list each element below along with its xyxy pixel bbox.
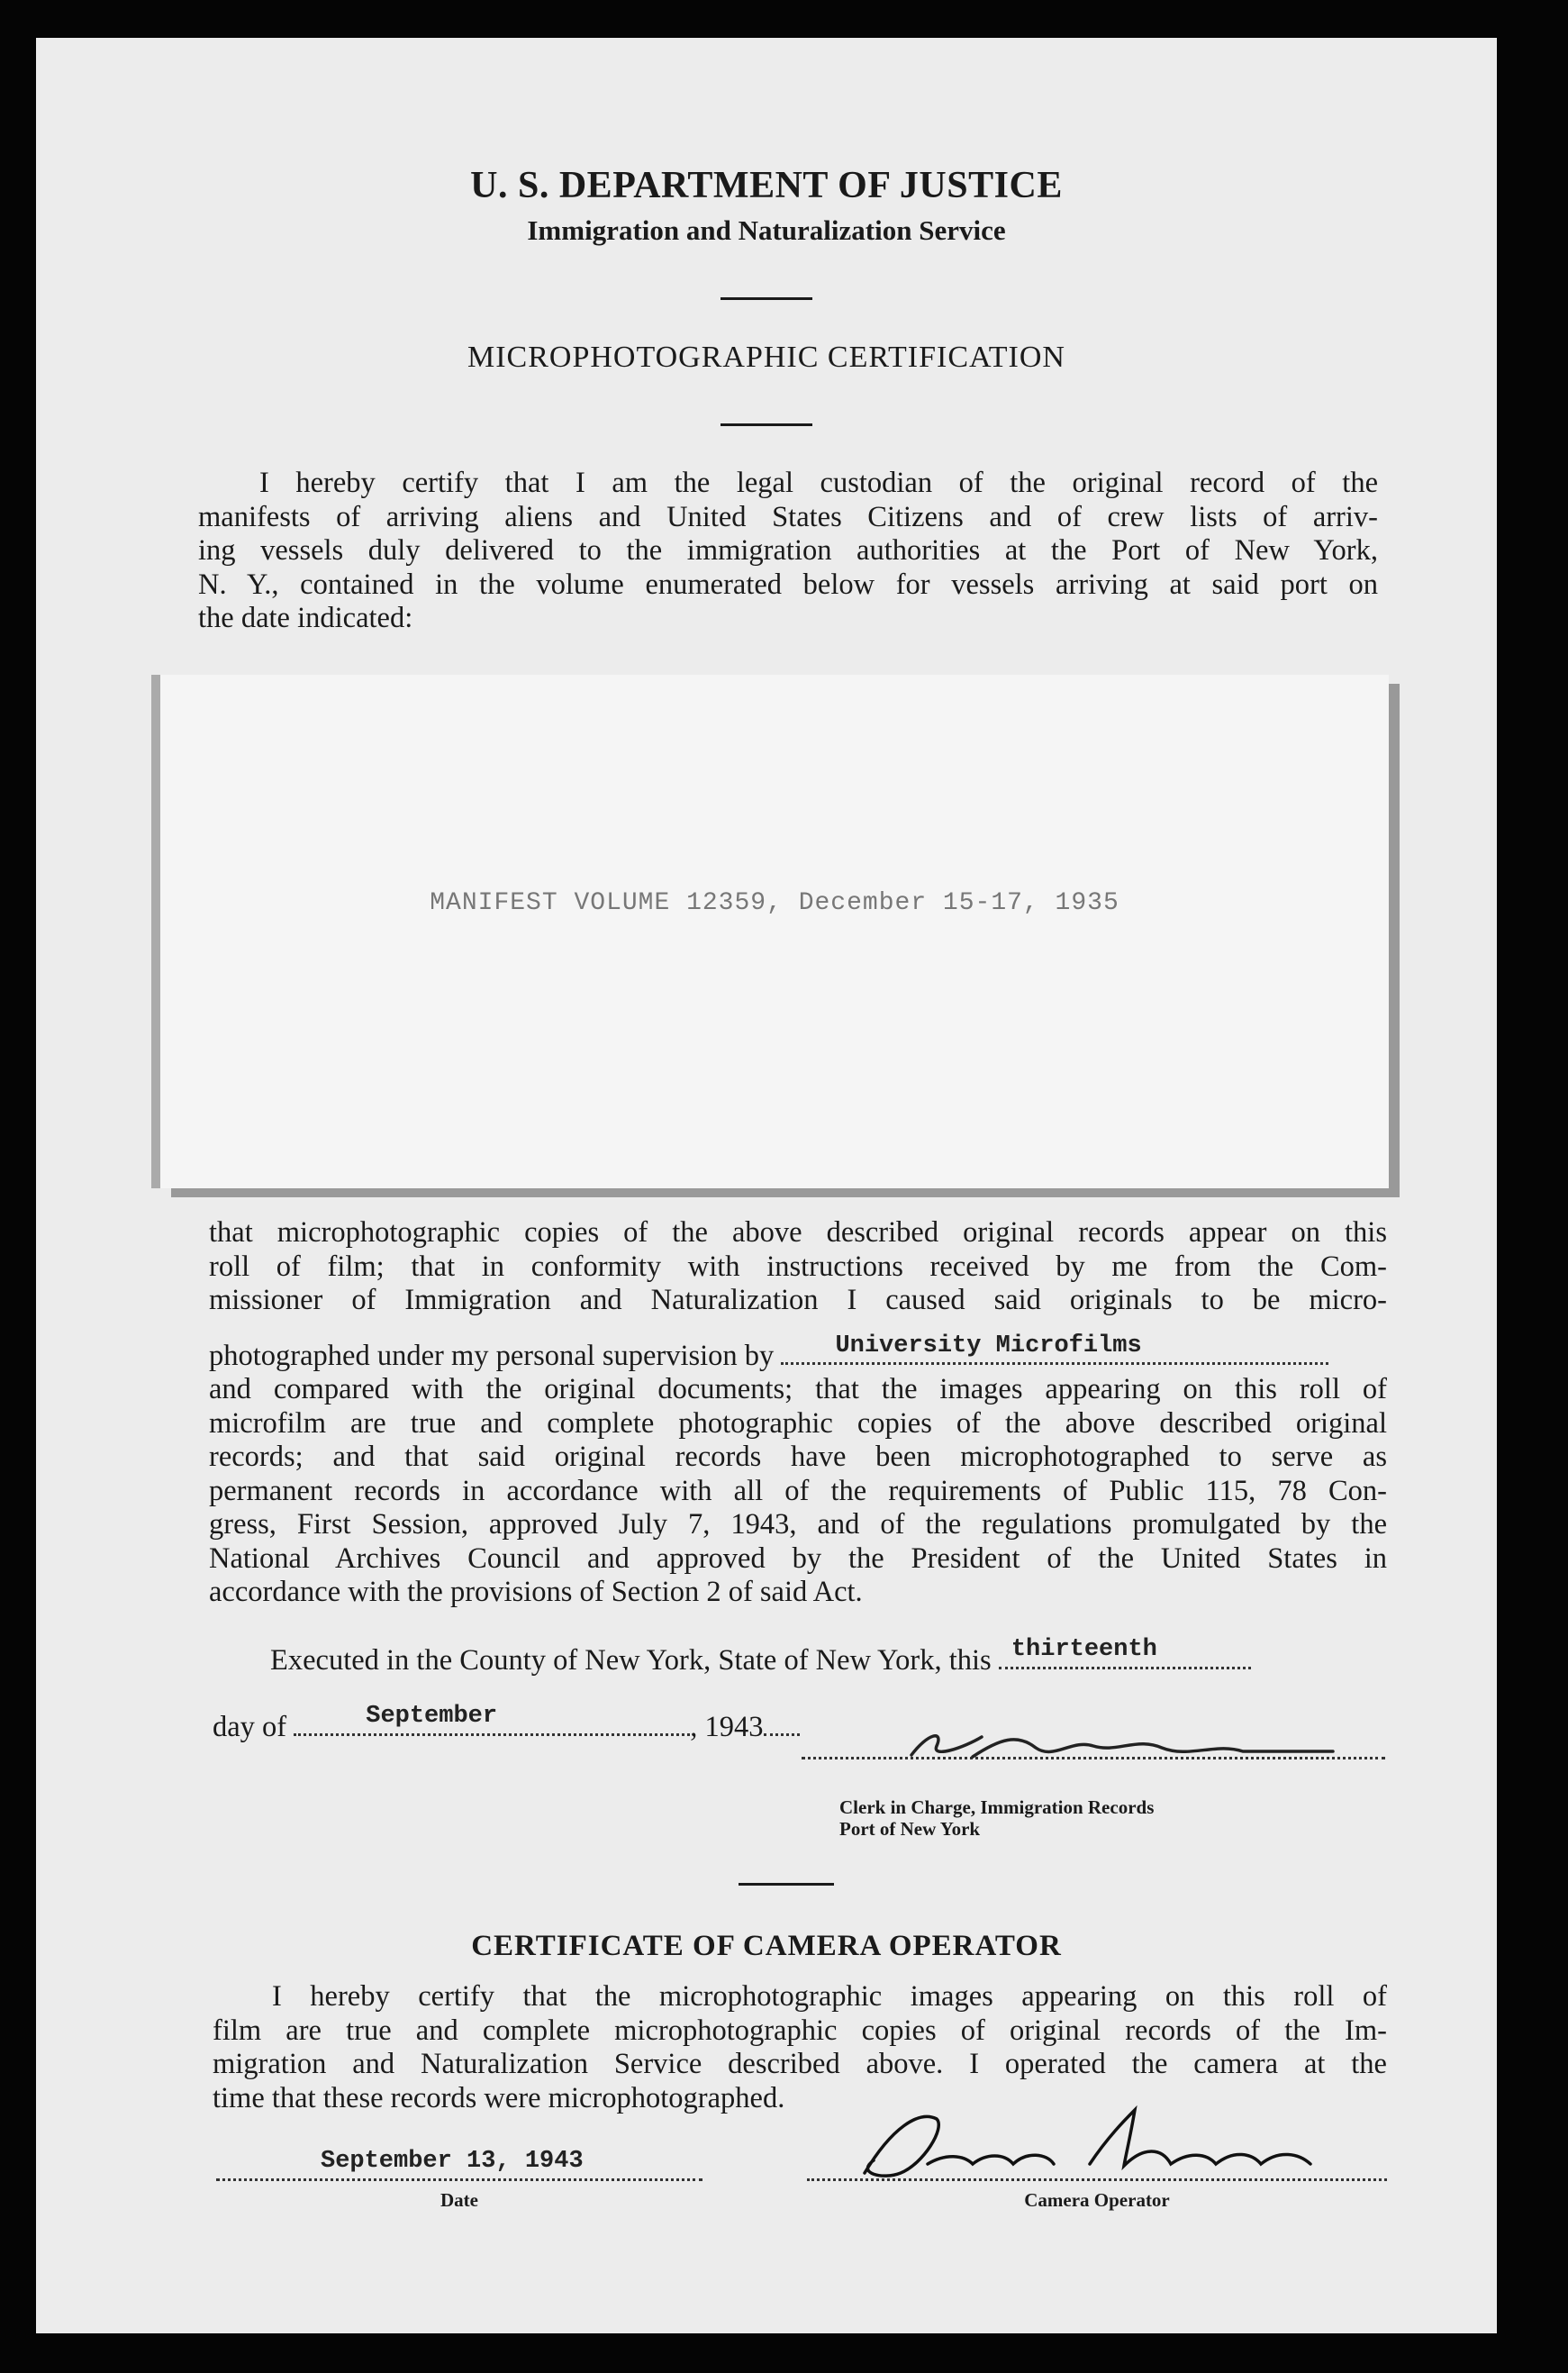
camera-line: time that these records were microphotographed. (213, 2081, 785, 2114)
body-paragraph-a (209, 1216, 1387, 1318)
month-value: September (366, 1703, 498, 1730)
header-divider (721, 297, 812, 300)
body-paragraph-b (209, 1373, 1387, 1610)
date-signature-line (216, 2178, 702, 2181)
volume-card-text: MANIFEST VOLUME 12359, December 15-17, 1935 (430, 889, 1119, 917)
department-heading: U. S. DEPARTMENT OF JUSTICE (470, 165, 1063, 206)
year-text: , 1943 (690, 1711, 764, 1743)
intro-paragraph (198, 467, 1378, 636)
camera-date-value: September 13, 1943 (321, 2148, 584, 2175)
body-line: that microphotographic copies of the above described original records appear on this (209, 1216, 1387, 1249)
camera-paragraph (213, 1980, 1387, 2115)
date-line (213, 1703, 800, 1744)
supervision-field (781, 1332, 1328, 1365)
intro-line: N. Y., contained in the volume enumerated below for vessels arriving at said port on (198, 568, 1378, 601)
body-line: permanent records in accordance with all of the requirements of Public 115, 78 Con- (209, 1474, 1387, 1507)
body-line: microfilm are true and complete photographic copies of the above described original (209, 1406, 1387, 1440)
body-line: accordance with the provisions of Section 2 of said Act. (209, 1576, 863, 1608)
body-line: and compared with the original documents; that the images appearing on this roll of (209, 1373, 1387, 1405)
body-line: National Archives Council and approved by the President of the United States in (209, 1541, 1387, 1575)
camera-line: I hereby certify that the microphotographic images appearing on this roll of (272, 1980, 1387, 2013)
day-field (999, 1636, 1251, 1669)
year-dots (764, 1708, 800, 1736)
clerk-title-line: Port of New York (839, 1818, 981, 1840)
executed-line (270, 1636, 1251, 1677)
body-line: roll of film; that in conformity with instructions received by me from the Com- (209, 1250, 1387, 1283)
section-divider (739, 1883, 834, 1886)
day-value: thirteenth (1011, 1636, 1157, 1663)
body-line: gress, First Session, approved July 7, 1943, and of the regulations promulgated by the (209, 1508, 1387, 1541)
camera-section-title: CERTIFICATE OF CAMERA OPERATOR (471, 1930, 1062, 1962)
intro-line: I hereby certify that I am the legal custodian of the original record of the (259, 467, 1378, 499)
clerk-title-line: Clerk in Charge, Immigration Records (839, 1796, 1155, 1818)
supervision-line (209, 1332, 1387, 1374)
camera-line: migration and Naturalization Service described above. I operated the camera at the (213, 2048, 1387, 2080)
certification-title: MICROPHOTOGRAPHIC CERTIFICATION (467, 341, 1065, 374)
clerk-title (839, 1796, 1154, 1840)
title-divider (721, 423, 812, 426)
clerk-signature (901, 1721, 1351, 1775)
supervision-value: University Microfilms (835, 1332, 1142, 1359)
certificate-sheet (36, 38, 1497, 2333)
camera-date-label: Date (440, 2189, 478, 2211)
supervision-prefix: photographed under my personal supervision by (209, 1340, 775, 1372)
body-line: records; and that said original records have been microphotographed to serve as (209, 1441, 1387, 1473)
volume-card (160, 675, 1389, 1188)
camera-line: film are true and complete microphotographic copies of original records of the Im- (213, 2014, 1387, 2047)
intro-line: the date indicated: (198, 602, 413, 634)
executed-prefix: Executed in the County of New York, State of New York, this (270, 1644, 992, 1677)
day-of-label: day of (213, 1711, 287, 1743)
camera-operator-label: Camera Operator (1024, 2189, 1170, 2211)
intro-line: ing vessels duly delivered to the immigration authorities at the Port of New York, (198, 534, 1378, 567)
month-field (294, 1703, 690, 1736)
operator-signature (838, 2101, 1378, 2191)
service-subheading: Immigration and Naturalization Service (527, 214, 1006, 246)
body-line: missioner of Immigration and Naturalization I caused said originals to be micro- (209, 1284, 1387, 1316)
intro-line: manifests of arriving aliens and United States Citizens and of crew lists of arriv- (198, 500, 1378, 533)
